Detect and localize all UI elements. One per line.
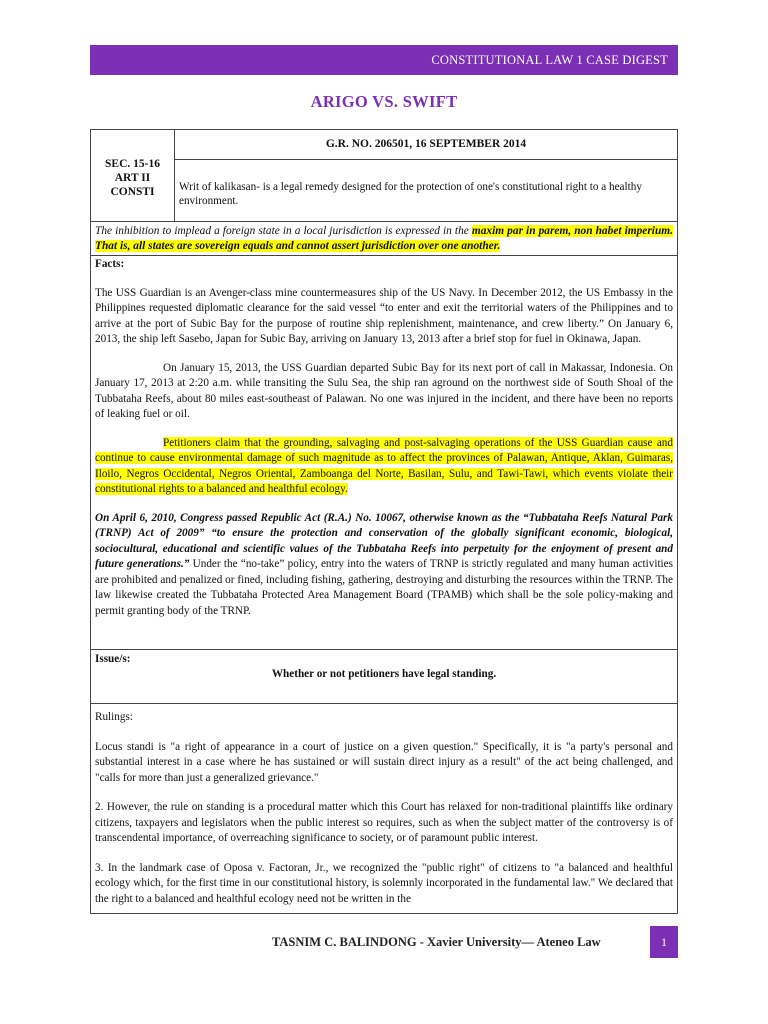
facts-section xyxy=(91,256,677,650)
case-header-row xyxy=(91,130,677,222)
principle-row xyxy=(91,222,677,256)
rulings-section xyxy=(91,704,677,907)
section-line: CONSTI xyxy=(110,185,155,198)
facts-paragraph: The USS Guardian is an Avenger-class mine countermeasures ship of the US Navy. In December 2012, the US Embassy in the Philippines requested diplomatic clearance for the said vessel “to enter and exit the territorial waters of the Philippines and to arrive at the port of Subic Bay for the purpose of routine ship replenishment, maintenance, and crew liberty.” On January 6, 2013, the ship left Sasebo, Japan for Subic Bay, arriving on January 13, 2013 after a brief stop for fuel in Okinawa, Japan. xyxy=(95,286,673,345)
footer-author: TASNIM C. BALINDONG - Xavier University— Ateneo Law xyxy=(272,935,601,949)
case-info xyxy=(175,130,677,221)
issue-text: Whether or not petitioners have legal standing. xyxy=(271,668,497,680)
header-band xyxy=(90,45,678,75)
facts-paragraph: On January 15, 2013, the USS Guardian departed Subic Bay for its next port of call in Makassar, Indonesia. On January 17, 2013 at 2:20 a.m. while transiting the Sulu Sea, the ship ran aground on the northwest side of South Shoal of the Tubbataha Reefs, about 80 miles east-southeast of Palawan. No one was injured in the incident, and there have been no reports of leaking fuel or oil. xyxy=(95,361,673,420)
issue-label: Issue/s: xyxy=(95,653,131,665)
facts-label: Facts: xyxy=(95,258,125,270)
facts-paragraph-highlight: Petitioners claim that the grounding, salvaging and post-salvaging operations of the USS Guardian cause and continue to cause environmental damage of such magnitude as to affect the provinces of Palawan, Antique, Aklan, Guimaras, Iloilo, Negros Occidental, Negros Oriental, Zamboanga del Norte, Basilan, Sulu, and Tawi-Tawi, which events violate their constitutional rights to a balanced and healthful ecology. xyxy=(95,436,673,495)
section-cell xyxy=(91,130,175,221)
facts-paragraph: Under the “no-take” policy, entry into the waters of TRNP is strictly regulated and many human activities are prohibited and penalized or fined, including fishing, gathering, destroying and disturbing the resources within the TRNP. The law likewise created the Tubbataha Protected Area Management Board (TPAMB) which shall be the sole policy-making and permit granting body of the TRNP. xyxy=(95,558,673,617)
rulings-paragraph: 2. However, the rule on standing is a procedural matter which this Court has relaxed for non-traditional plaintiffs like ordinary citizens, taxpayers and legislators when the public interest so requires, such as when the subject matter of the controversy is of transcendental importance, of overreaching significance to society, or of paramount public interest. xyxy=(95,801,673,844)
rulings-paragraph: 3. In the landmark case of Oposa v. Factoran, Jr., we recognized the "public right" of citizens to "a balanced and healthful ecology which, for the first time in our constitutional history, is solemnly incorporated in the fundamental law." We declared that the right to a balanced and healthful ecology need not be written in the xyxy=(95,861,673,905)
document-title: ARIGO VS. SWIFT xyxy=(310,92,458,111)
principle-maxim: maxim par in parem, non habet imperium. That is, all states are sovereign equals and cannot assert jurisdiction over one another. xyxy=(95,225,673,252)
page-number: 1 xyxy=(650,926,678,958)
doctrine-definition: Writ of kalikasan- is a legal remedy designed for the protection of one's constitutional right to a healthy environment. xyxy=(179,180,642,207)
rulings-paragraph: Locus standi is "a right of appearance in a court of justice on a given question." Specifically, it is "a party's personal and substantial interest in a case where he has sustained or will sustain direct injury as a result" of the act being challenged, and "calls for more than just a generalized grievance." xyxy=(95,740,673,784)
rulings-label: Rulings: xyxy=(95,711,133,723)
issue-section xyxy=(91,650,677,704)
gr-number: G.R. NO. 206501, 16 SEPTEMBER 2014 xyxy=(175,130,677,160)
section-line: ART II xyxy=(114,171,151,184)
case-digest-table xyxy=(90,129,678,914)
principle-text: The inhibition to implead a foreign state in a local jurisdiction is expressed in the xyxy=(95,225,472,237)
facts-law-citation: On April 6, 2010, Congress passed Republic Act (R.A.) No. 10067, otherwise known as the “Tubbataha Reefs Natural Park (TRNP) Act of 2009” “to ensure the protection and conservation of the globally significant economic, biological, sociocultural, educational and scientific values of the Tubbataha Reefs into perpetuity for the enjoyment of present and future generations.” xyxy=(95,511,673,570)
doctrine-text xyxy=(175,160,677,221)
section-line: SEC. 15-16 xyxy=(105,157,160,170)
header-title: CONSTITUTIONAL LAW 1 CASE DIGEST xyxy=(431,53,668,67)
